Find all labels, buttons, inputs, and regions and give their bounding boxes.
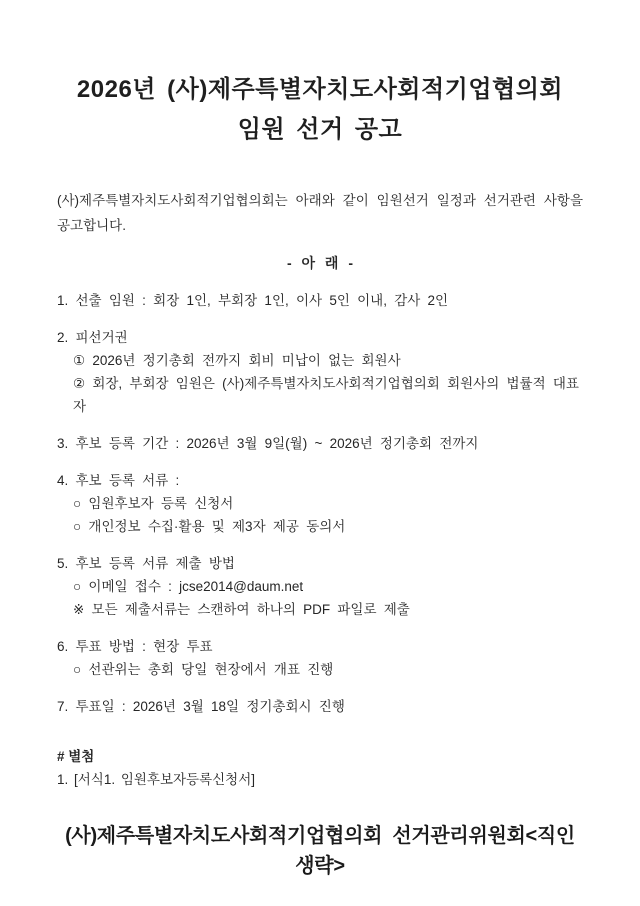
attachment-item: 1. [서식1. 임원후보자등록신청서] — [57, 771, 256, 787]
attachment-heading: # 별첨 — [57, 748, 95, 764]
item-text: 5. 후보 등록 서류 제출 방법 — [57, 555, 235, 571]
item-text: 2. 피선거권 — [57, 329, 128, 345]
sub-item-text: ※ 모든 제출서류는 스캔하여 하나의 PDF 파일로 제출 — [73, 601, 410, 617]
item-text: 3. 후보 등록 기간 : 2026년 3월 9일(월) ~ 2026년 정기총회 전까지 — [57, 435, 479, 451]
sub-item-text: ① 2026년 정기총회 전까지 회비 미납이 없는 회원사 — [73, 352, 401, 368]
announcement-items — [57, 289, 583, 718]
document-title-line2: 임원 선거 공고 — [237, 116, 403, 143]
document-title — [57, 70, 583, 150]
sub-item-text: ② 회장, 부회장 임원은 (사)제주특별자치도사회적기업협의회 회원사의 법률적 대표자 — [73, 375, 579, 414]
list-item — [57, 695, 583, 718]
list-item — [57, 469, 583, 538]
list-item — [57, 432, 583, 455]
item-text: 6. 투표 방법 : 현장 투표 — [57, 638, 213, 654]
item-text: 7. 투표일 : 2026년 3월 18일 정기총회시 진행 — [57, 698, 345, 714]
item-text: 4. 후보 등록 서류 : — [57, 472, 180, 488]
sub-item-text: ○ 개인정보 수집·활용 및 제3자 제공 동의서 — [73, 518, 346, 534]
below-heading: - 아 래 - — [286, 254, 354, 271]
list-item — [57, 552, 583, 621]
sub-item-text: ○ 선관위는 총회 당일 현장에서 개표 진행 — [73, 661, 334, 677]
sub-item-text: ○ 임원후보자 등록 신청서 — [73, 495, 234, 511]
footer-signature: (사)제주특별자치도사회적기업협의회 선거관리위원회<직인생략> — [65, 824, 575, 877]
list-item — [57, 289, 583, 312]
sub-item-text: ○ 이메일 접수 : jcse2014@daum.net — [73, 578, 304, 594]
list-item — [57, 635, 583, 681]
document-title-line1: 2026년 (사)제주특별자치도사회적기업협의회 — [76, 76, 564, 103]
intro-paragraph: (사)제주특별자치도사회적기업협의회는 아래와 같이 임원선거 일정과 선거관련 사항을 공고합니다. — [57, 193, 583, 233]
list-item — [57, 326, 583, 418]
item-text: 1. 선출 임원 : 회장 1인, 부회장 1인, 이사 5인 이내, 감사 2인 — [57, 292, 449, 308]
